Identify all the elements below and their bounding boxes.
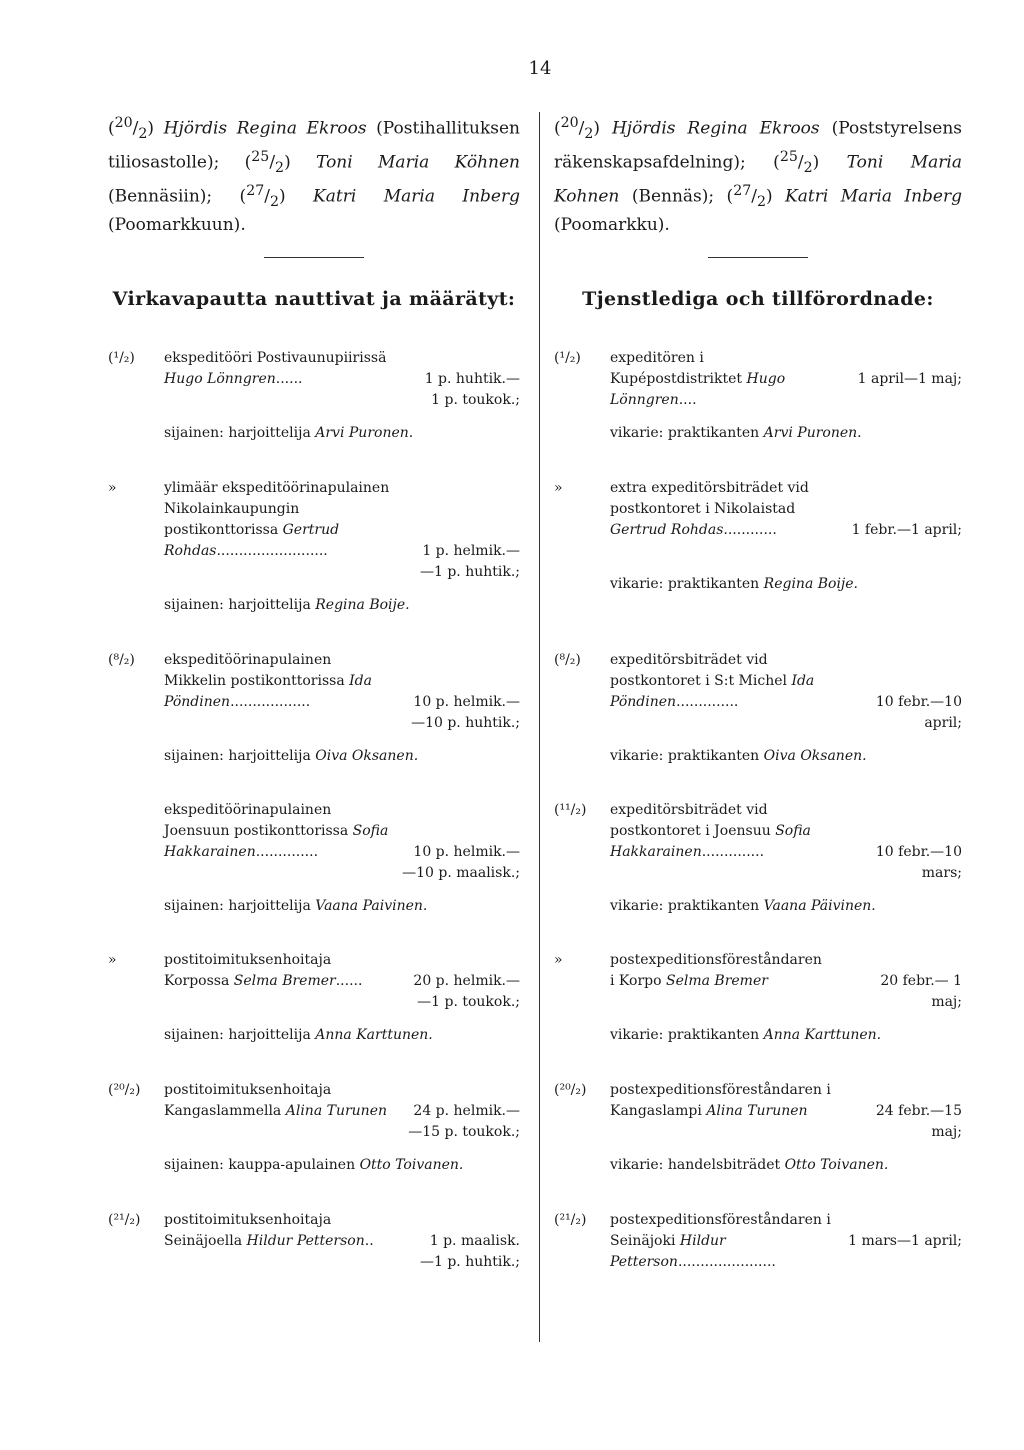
entry-date-marker: (⁸/₂) <box>108 652 135 669</box>
entry <box>108 800 520 917</box>
entry-period: 10 p. helmik.— —10 p. maalisk.; <box>402 844 520 882</box>
entry-substitute: sijainen: harjoittelija Regina Boije. <box>164 597 410 614</box>
entry-description: ekspeditöörinapulainen Mikkelin postikonttorissa Ida Pöndinen.................. <box>164 652 372 711</box>
entry <box>554 478 962 595</box>
entry-date-marker: (⁸/₂) <box>554 652 581 669</box>
person-name: Toni Maria Kohnen <box>554 152 962 207</box>
section-heading-finnish: Virkavapautta nauttivat ja määrätyt: <box>112 288 516 311</box>
entry-substitute: vikarie: praktikanten Anna Karttunen. <box>610 1027 882 1044</box>
entry <box>108 950 520 1046</box>
page-number: 14 <box>528 58 552 79</box>
entry <box>108 650 520 767</box>
separator-rule <box>264 257 364 258</box>
entry-period: 1 april—1 maj; <box>857 371 962 388</box>
entry-description: ekspeditööri Postivaunupiirissä Hugo Lönngren...... <box>164 350 387 388</box>
intro-paragraph-finnish: $(^{20}/_2)$ Hjördis Regina Ekroos (Postihallituksen tiliosastolle); $(^{25}/_2)$ Toni Maria Köhnen (Bennäsiin); $(^{27}/_2)$ Katri Maria Inberg (Poomarkkuun). <box>108 115 520 236</box>
entry-date-marker: » <box>554 480 563 497</box>
column-finnish <box>108 112 520 1271</box>
person-name: Hjördis Regina Ekroos <box>611 118 820 139</box>
section-heading-swedish: Tjenstlediga och tillförordnade: <box>582 288 934 311</box>
column-divider <box>539 112 540 1342</box>
entry-substitute: sijainen: kauppa-apulainen Otto Toivanen. <box>164 1157 464 1174</box>
entry-period: 10 febr.—10 mars; <box>875 844 962 882</box>
entry-period: 20 febr.— 1 maj; <box>880 973 962 1011</box>
entry-date-marker: » <box>108 480 117 497</box>
entry-period: 1 febr.—1 april; <box>851 522 962 539</box>
entry <box>554 800 962 917</box>
entry-date-marker: (¹/₂) <box>554 350 581 367</box>
entry-period: 24 p. helmik.— —15 p. toukok.; <box>408 1103 520 1141</box>
entry-period: 1 p. helmik.— —1 p. huhtik.; <box>419 543 520 581</box>
entry-period: 20 p. helmik.— —1 p. toukok.; <box>413 973 520 1011</box>
entry-date-marker: (²⁰/₂) <box>108 1082 141 1099</box>
entry-substitute: sijainen: harjoittelija Arvi Puronen. <box>164 425 414 442</box>
entry <box>554 1080 962 1176</box>
separator-rule <box>708 257 808 258</box>
entry-period: 10 febr.—10 april; <box>875 694 962 732</box>
entry-date-marker: » <box>554 952 563 969</box>
entry <box>554 1210 962 1273</box>
entry-substitute: vikarie: praktikanten Regina Boije. <box>610 576 859 593</box>
entry <box>108 478 520 616</box>
entry-date-marker: (¹/₂) <box>108 350 135 367</box>
entry-description: ylimäär ekspeditöörinapulainen Nikolainkaupungin postikonttorissa Gertrud Rohdas......................... <box>164 480 390 560</box>
entry-description: postexpeditionsföreståndaren i Kangaslampi Alina Turunen <box>610 1082 831 1120</box>
entry <box>108 348 520 444</box>
entry-substitute: sijainen: harjoittelija Oiva Oksanen. <box>164 748 419 765</box>
entry-description: postitoimituksenhoitaja Kangaslammella Alina Turunen <box>164 1082 387 1120</box>
entry-description: expeditörsbiträdet vid postkontoret i S:t Michel Ida Pöndinen.............. <box>610 652 815 711</box>
intro-paragraph-swedish: $(^{20}/_2)$ Hjördis Regina Ekroos (Poststyrelsens räkenskapsafdelning); $(^{25}/_2)$ Toni Maria Kohnen (Bennäs); $(^{27}/_2)$ Katri Maria Inberg (Poomarkku). <box>554 115 963 236</box>
entry-substitute: vikarie: praktikanten Vaana Päivinen. <box>610 898 876 915</box>
entry-substitute: vikarie: praktikanten Oiva Oksanen. <box>610 748 867 765</box>
entry-period: 24 febr.—15 maj; <box>875 1103 962 1141</box>
entry-date-marker: (²⁰/₂) <box>554 1082 587 1099</box>
entry-date-marker: (¹¹/₂) <box>554 802 587 819</box>
entry-description: expeditören i Kupépostdistriktet Hugo Lönngren.... <box>610 350 786 409</box>
entry <box>108 1080 520 1176</box>
person-name: Katri Maria Inberg <box>785 186 962 207</box>
entry-period: 10 p. helmik.— —10 p. huhtik.; <box>411 694 520 732</box>
entry-description: postexpeditionsföreståndaren i Seinäjoki Hildur Petterson...................... <box>610 1212 831 1271</box>
entry-substitute: sijainen: harjoittelija Anna Karttunen. <box>164 1027 433 1044</box>
entry-period: 1 p. huhtik.— 1 p. toukok.; <box>424 371 520 409</box>
entry-description: postitoimituksenhoitaja Korpossa Selma Bremer...... <box>164 952 363 990</box>
entry-date-marker: (²¹/₂) <box>108 1212 141 1229</box>
entry-description: extra expeditörsbiträdet vid postkontoret i Nikolaistad Gertrud Rohdas............ <box>610 480 809 539</box>
entry <box>554 950 962 1046</box>
entry-date-marker: » <box>108 952 117 969</box>
entry <box>108 1210 520 1273</box>
entry-description: expeditörsbiträdet vid postkontoret i Joensuu Sofia Hakkarainen.............. <box>610 802 811 861</box>
entry-description: ekspeditöörinapulainen Joensuun postikonttorissa Sofia Hakkarainen.............. <box>164 802 389 861</box>
entry-date-marker: (²¹/₂) <box>554 1212 587 1229</box>
entry-description: postexpeditionsföreståndaren i Korpo Selma Bremer <box>610 952 822 990</box>
entry-substitute: vikarie: praktikanten Arvi Puronen. <box>610 425 862 442</box>
entry-substitute: vikarie: handelsbiträdet Otto Toivanen. <box>610 1157 889 1174</box>
entry <box>554 348 962 444</box>
entry-description: postitoimituksenhoitaja Seinäjoella Hildur Petterson.. <box>164 1212 374 1250</box>
entry-period: 1 p. maalisk. —1 p. huhtik.; <box>419 1233 520 1271</box>
column-swedish <box>554 112 963 1271</box>
person-name: Hjördis Regina Ekroos <box>163 118 367 139</box>
entry <box>554 650 962 767</box>
person-name: Katri Maria Inberg <box>313 186 520 207</box>
person-name: Toni Maria Köhnen <box>316 152 520 173</box>
entry-substitute: sijainen: harjoittelija Vaana Paivinen. <box>164 898 428 915</box>
entry-period: 1 mars—1 april; <box>848 1233 962 1250</box>
